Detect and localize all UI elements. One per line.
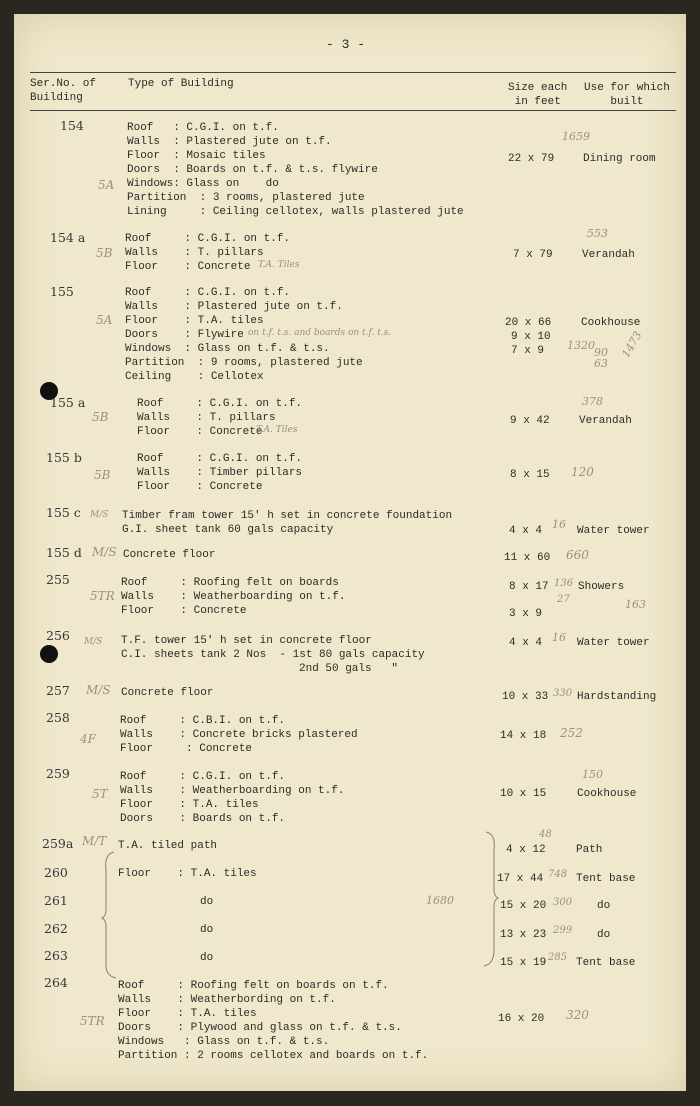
- size-value: 9 x 42: [510, 415, 550, 427]
- handwritten-code: 4F: [80, 732, 96, 746]
- handwritten-code: 5B: [96, 246, 113, 260]
- description-line: Floor : T.A. tiles: [118, 868, 257, 880]
- use-value: Showers: [578, 581, 625, 593]
- handwritten-code: M/S: [84, 637, 103, 647]
- header-bottom-rule: [30, 110, 676, 111]
- page-number: - 3 -: [326, 37, 366, 52]
- ser-no: 260: [44, 865, 68, 880]
- description-line: Floor : T.A. tiles: [120, 799, 259, 811]
- handwritten-area: 299: [553, 925, 573, 936]
- handwritten-area: 163: [625, 598, 646, 611]
- use-value: Tent base: [576, 873, 636, 885]
- description-line: Partition : 2 rooms cellotex and boards on t.f.: [118, 1050, 429, 1062]
- ser-no: 155 a: [50, 395, 86, 410]
- description-line: Roof : C.G.I. on t.f.: [125, 287, 291, 299]
- ser-no: 256: [46, 628, 70, 643]
- description-line: T.A. tiled path: [118, 840, 218, 852]
- handwritten-code: 5TR: [90, 589, 115, 603]
- handwritten-area: 553: [587, 227, 608, 240]
- description-line: G.I. sheet tank 60 gals capacity: [122, 524, 334, 536]
- size-value: 7 x 79: [513, 249, 553, 261]
- size-value: 8 x 17: [509, 581, 549, 593]
- punch-hole: [40, 645, 58, 663]
- description-line: Concrete floor: [123, 549, 216, 561]
- description-line: T.F. tower 15' h set in concrete floor: [121, 635, 372, 647]
- description-line: Floor : Concrete: [137, 481, 263, 493]
- description-line: Walls : T. pillars: [125, 247, 264, 259]
- size-value: 22 x 79: [508, 153, 555, 165]
- size-value: 4 x 4: [509, 525, 543, 537]
- description-line: Floor : Concrete: [125, 261, 251, 273]
- size-value: 4 x 12: [506, 844, 546, 856]
- handwritten-area: 1320: [567, 339, 595, 352]
- description-line: Ceiling : Cellotex: [125, 371, 264, 383]
- ser-no: 259: [46, 766, 70, 781]
- description-line: Lining : Ceiling cellotex, walls plastered jute: [127, 206, 464, 218]
- size-value: 9 x 10: [511, 331, 551, 343]
- size-value: 13 x 23: [500, 929, 547, 941]
- ser-no: 155 d: [46, 545, 82, 560]
- handwritten-area: 330: [553, 688, 573, 699]
- description-line: 2nd 50 gals ": [299, 663, 399, 675]
- handwritten-area: 252: [560, 726, 583, 740]
- size-value: 15 x 19: [500, 957, 547, 969]
- size-value: 4 x 4: [509, 637, 543, 649]
- size-value: 7 x 9: [511, 345, 545, 357]
- description-line: Partition : 9 rooms, plastered jute: [125, 357, 363, 369]
- handwritten-area: 660: [566, 548, 589, 562]
- handwritten-area: 120: [571, 465, 594, 479]
- description-line: Roof : Roofing felt on boards: [121, 577, 339, 589]
- description-line: Floor : T.A. tiles: [125, 315, 264, 327]
- handwritten-area: 320: [566, 1008, 589, 1022]
- handwritten-code: M/T: [82, 834, 107, 848]
- ser-no: 154 a: [50, 230, 86, 245]
- handwritten-area: 48: [539, 829, 552, 840]
- header-type: Type of Building: [128, 78, 234, 90]
- use-value: Water tower: [577, 637, 650, 649]
- handwritten-area: 285: [548, 952, 568, 963]
- description-line: Roof : C.G.I. on t.f.: [137, 453, 303, 465]
- handwritten-area: 27: [557, 594, 570, 605]
- handwritten-total: 1680: [426, 894, 454, 907]
- left-bracket: [100, 850, 120, 980]
- handwritten-area: 378: [582, 395, 603, 408]
- use-value: Dining room: [583, 153, 656, 165]
- use-value: Hardstanding: [577, 691, 657, 703]
- description-line: Floor : T.A. tiles: [118, 1008, 257, 1020]
- description-line: Roof : C.B.I. on t.f.: [120, 715, 286, 727]
- use-value: do: [597, 929, 611, 941]
- handwritten-code: M/S: [86, 683, 111, 697]
- size-value: 14 x 18: [500, 730, 547, 742]
- size-value: 16 x 20: [498, 1013, 545, 1025]
- description-line: C.I. sheets tank 2 Nos - 1st 80 gals capacity: [121, 649, 425, 661]
- header-top-rule: [30, 72, 676, 73]
- description-line: Walls : Weatherboarding on t.f.: [120, 785, 345, 797]
- size-value: 8 x 15: [510, 469, 550, 481]
- description-line: Windows : Glass on t.f. & t.s.: [118, 1036, 330, 1048]
- ser-no: 262: [44, 921, 68, 936]
- handwritten-note: T.A. Tiles: [256, 425, 298, 435]
- handwritten-area: 90: [594, 346, 608, 359]
- handwritten-note: T.A. Tiles: [258, 260, 300, 270]
- description-line: Doors : Plywood and glass on t.f. & t.s.: [118, 1022, 402, 1034]
- header-ser-no: Ser.No. of Building: [30, 78, 97, 104]
- use-value: Path: [576, 844, 603, 856]
- use-value: Tent base: [576, 957, 636, 969]
- description-line: Walls : Concrete bricks plastered: [120, 729, 358, 741]
- size-value: 10 x 15: [500, 788, 547, 800]
- ser-no: 155 b: [46, 450, 82, 465]
- ser-no: 155 c: [46, 505, 81, 520]
- use-value: Verandah: [579, 415, 632, 427]
- description-line: Walls : Timber pillars: [137, 467, 303, 479]
- use-value: Verandah: [582, 249, 635, 261]
- description-line: do: [200, 952, 214, 964]
- description-line: Walls : Plastered jute on t.f.: [125, 301, 343, 313]
- ser-no: 255: [46, 572, 70, 587]
- description-line: Floor : Concrete: [121, 605, 247, 617]
- description-line: Walls : Weatherboarding on t.f.: [121, 591, 346, 603]
- description-line: Doors : Flywire: [125, 329, 244, 341]
- handwritten-code: 5A: [96, 313, 113, 327]
- handwritten-code: 5B: [94, 468, 111, 482]
- ser-no: 155: [50, 284, 74, 299]
- description-line: do: [200, 896, 214, 908]
- description-line: Timber fram tower 15' h set in concrete foundation: [122, 510, 453, 522]
- ser-no: 263: [44, 948, 68, 963]
- ser-no: 154: [60, 118, 84, 133]
- description-line: Roof : C.G.I. on t.f.: [120, 771, 286, 783]
- header-use: Use for which built: [584, 82, 670, 108]
- ser-no: 261: [44, 893, 68, 908]
- description-line: Walls : T. pillars: [137, 412, 276, 424]
- right-bracket: [482, 830, 500, 970]
- handwritten-code: 5B: [92, 410, 109, 424]
- description-line: Floor : Concrete: [137, 426, 263, 438]
- size-value: 15 x 20: [500, 900, 547, 912]
- description-line: Floor : Mosaic tiles: [127, 150, 266, 162]
- handwritten-code: 5A: [98, 178, 115, 192]
- use-value: Cookhouse: [577, 788, 637, 800]
- description-line: Windows: Glass on do: [127, 178, 279, 190]
- description-line: Windows : Glass on t.f. & t.s.: [125, 343, 330, 355]
- handwritten-area: 136: [554, 578, 574, 589]
- handwritten-note: on t.f. t.s. and boards on t.f. t.s.: [248, 328, 392, 338]
- use-value: do: [597, 900, 611, 912]
- size-value: 20 x 66: [505, 317, 552, 329]
- description-line: Doors : Boards on t.f. & t.s. flywire: [127, 164, 378, 176]
- handwritten-area: 150: [582, 768, 603, 781]
- handwritten-code: 5T: [92, 787, 108, 801]
- use-value: Water tower: [577, 525, 650, 537]
- handwritten-area: 1473: [619, 329, 645, 360]
- description-line: Roof : Roofing felt on boards on t.f.: [118, 980, 389, 992]
- handwritten-area: 1659: [562, 130, 590, 143]
- description-line: Roof : C.G.I. on t.f.: [127, 122, 279, 134]
- description-line: Roof : C.G.I. on t.f.: [125, 233, 291, 245]
- ser-no: 264: [44, 975, 68, 990]
- handwritten-area: 16: [552, 631, 566, 644]
- description-line: Concrete floor: [121, 687, 214, 699]
- size-value: 11 x 60: [504, 552, 551, 564]
- ser-no: 257: [46, 683, 70, 698]
- description-line: Walls : Weatherbording on t.f.: [118, 994, 336, 1006]
- ser-no: 258: [46, 710, 70, 725]
- ser-no: 259a: [42, 836, 74, 851]
- handwritten-code: M/S: [90, 510, 109, 520]
- description-line: Partition : 3 rooms, plastered jute: [127, 192, 365, 204]
- size-value: 3 x 9: [509, 608, 543, 620]
- handwritten-area: 63: [594, 357, 608, 370]
- description-line: Roof : C.G.I. on t.f.: [137, 398, 303, 410]
- description-line: Floor : Concrete: [120, 743, 253, 755]
- handwritten-area: 748: [548, 869, 568, 880]
- use-value: Cookhouse: [581, 317, 641, 329]
- description-line: do: [200, 924, 214, 936]
- size-value: 17 x 44: [497, 873, 544, 885]
- handwritten-area: 16: [552, 518, 566, 531]
- description-line: Walls : Plastered jute on t.f.: [127, 136, 332, 148]
- handwritten-code: 5TR: [80, 1014, 105, 1028]
- description-line: Doors : Boards on t.f.: [120, 813, 286, 825]
- size-value: 10 x 33: [502, 691, 549, 703]
- header-size: Size each in feet: [508, 82, 568, 108]
- handwritten-area: 300: [553, 897, 573, 908]
- handwritten-code: M/S: [92, 545, 117, 559]
